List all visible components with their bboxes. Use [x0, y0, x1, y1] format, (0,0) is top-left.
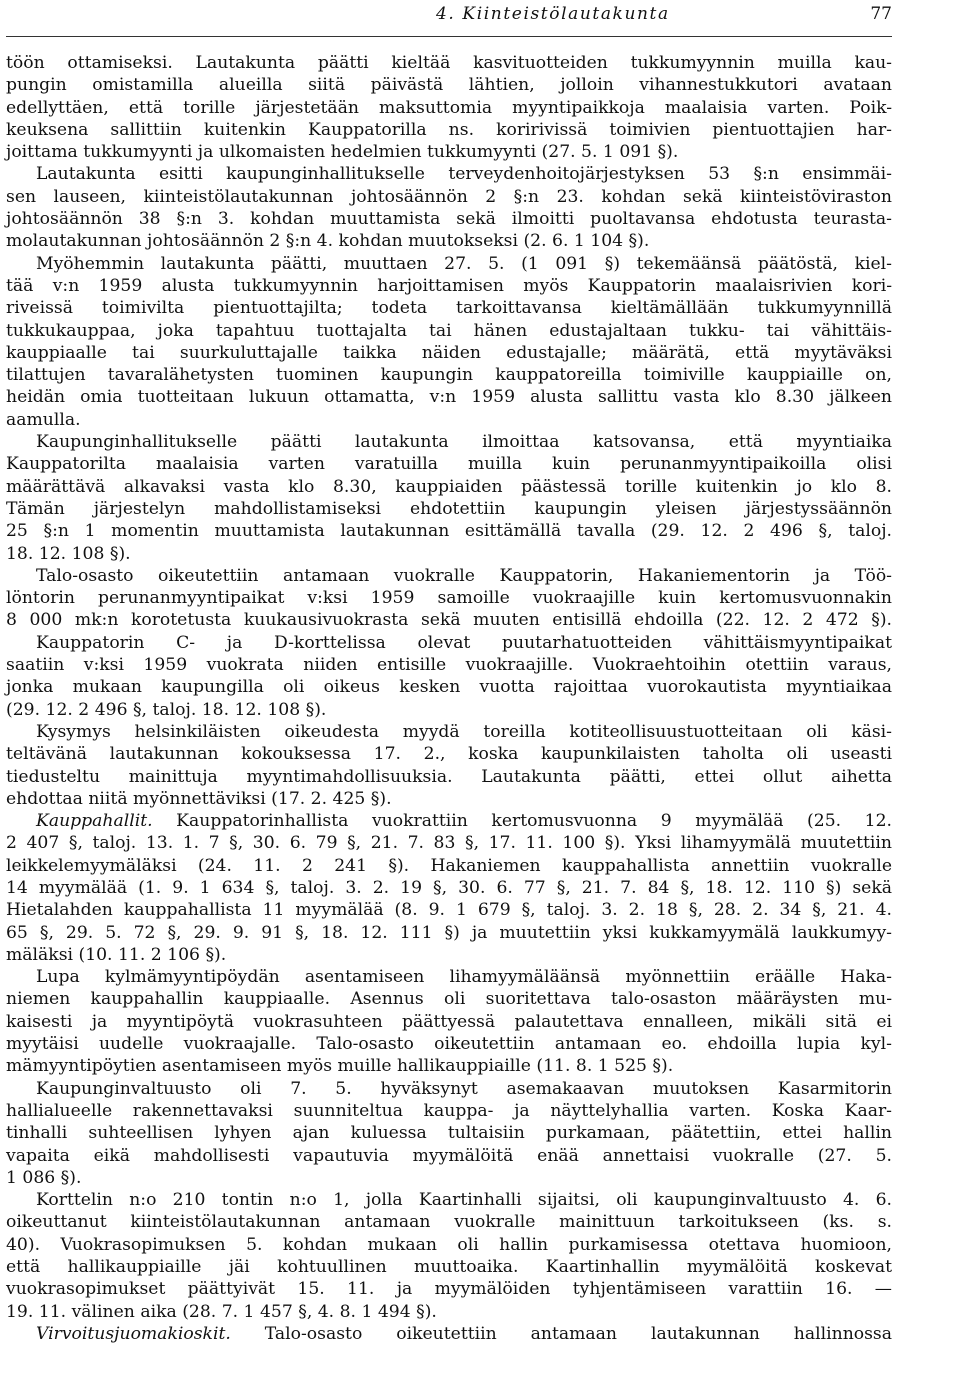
- text-line: [6, 699, 892, 721]
- text-line: [6, 743, 892, 765]
- text-run: Lupa kylmämyyntipöydän asentamiseen lihamyymäläänsä myönnettiin eräälle Haka-: [36, 967, 892, 988]
- text-run: edellyttäen, että torille järjestetään maksuttomia myyntipaikkoja maalaisia varten. Poik-: [6, 97, 892, 118]
- text-run: hallialueelle rakennettavaksi suunniteltua kauppa- ja näyttelyhallia varten. Koska Kaar-: [6, 1100, 892, 1121]
- text-run: 25 §:n 1 momentin muuttamista lautakunnan esittämällä tavalla (29. 12. 2 496 §, taloj.: [6, 521, 892, 542]
- page-header: [0, 4, 960, 32]
- text-line: [6, 721, 892, 743]
- text-line: [6, 186, 892, 208]
- text-line: [6, 119, 892, 141]
- text-line: [6, 565, 892, 587]
- text-run: Korttelin n:o 210 tontin n:o 1, jolla Kaartinhalli sijaitsi, oli kaupunginvaltuusto 4. 6.: [36, 1190, 892, 1211]
- text-line: [6, 1055, 892, 1077]
- body-text: [6, 52, 892, 1345]
- text-line: [6, 766, 892, 788]
- text-run: Kaupunginvaltuusto oli 7. 5. hyväksynyt asemakaavan muutoksen Kasarmitorin: [36, 1078, 892, 1099]
- text-line: [6, 1145, 892, 1167]
- text-line: [6, 1234, 892, 1256]
- text-line: [6, 1100, 892, 1122]
- text-line: [6, 1301, 892, 1323]
- text-line: [6, 944, 892, 966]
- text-line: [6, 364, 892, 386]
- text-line: [6, 498, 892, 520]
- text-run: mäläksi (10. 11. 2 106 §).: [6, 944, 227, 965]
- text-line: [6, 1011, 892, 1033]
- text-line: [6, 654, 892, 676]
- text-line: [6, 1256, 892, 1278]
- text-line: [6, 230, 892, 252]
- text-run: tää v:n 1959 alusta tukkumyynnin harjoittamisen myös Kauppatorin maalaisrivien kori-: [6, 275, 892, 296]
- text-run: Kaupunginhallitukselle päätti lautakunta ilmoittaa katsovansa, että myyntiaika: [36, 432, 892, 453]
- text-run: niemen kauppahallin kauppiaalle. Asennus oli suoritettava talo-osaston määräysten mu-: [6, 989, 892, 1010]
- text-run: riveissä toimivilta pientuottajilta; todeta tarkoittavansa kieltämällään tukkumyynnillä: [6, 298, 892, 319]
- text-line: [6, 988, 892, 1010]
- text-run: joittama tukkumyynti ja ulkomaisten hedelmien tukkumyynti (27. 5. 1 091 §).: [6, 142, 679, 163]
- text-run: johtosäännön 38 §:n 3. kohdan muuttamista sekä ilmoitti puoltavansa ehdotusta teurasta-: [6, 209, 892, 230]
- text-run: keuksena sallittiin kuitenkin Kauppatorilla ns. koririvissä toimivien pientuottajien har-: [6, 119, 892, 140]
- text-run: 65 §, 29. 5. 72 §, 29. 9. 91 §, 18. 12. 111 §) ja muutettiin yksi kukkamyymälä laukkumyy-: [6, 922, 892, 943]
- text-line: [6, 253, 892, 275]
- text-line: [6, 1078, 892, 1100]
- text-line: [6, 1122, 892, 1144]
- text-run: Kysymys helsinkiläisten oikeudesta myydä toreilla kotiteollisuustuotteitaan oli käsi-: [36, 721, 892, 742]
- text-line: [6, 342, 892, 364]
- text-line: [6, 320, 892, 342]
- text-run: jonka mukaan kaupungilla oli oikeus kesken vuotta rajoittaa vuorokautista myyntiaikaa: [6, 677, 892, 698]
- text-run: 18. 12. 108 §).: [6, 543, 131, 564]
- text-run: Kauppatorinhallista vuokrattiin kertomusvuonna 9 myymälää (25. 12.: [152, 811, 892, 832]
- text-line: [6, 587, 892, 609]
- text-line: [6, 275, 892, 297]
- text-line: [6, 208, 892, 230]
- text-line: [6, 74, 892, 96]
- header-rule: [6, 36, 892, 37]
- text-run: löntorin perunanmyyntipaikat v:ksi 1959 samoille vuokraajille kuin kertomusvuonnakin: [6, 588, 892, 609]
- text-line: [6, 1189, 892, 1211]
- text-line: [6, 297, 892, 319]
- text-run: kauppiaalle tai suurkuluttajalle taikka näiden edustajalle; määrätä, että myytäväksi: [6, 342, 892, 363]
- section-heading: Kauppahallit.: [36, 811, 153, 832]
- text-line: [6, 899, 892, 921]
- text-line: [6, 832, 892, 854]
- text-line: [6, 52, 892, 74]
- text-run: (29. 12. 2 496 §, taloj. 18. 12. 108 §).: [6, 699, 327, 720]
- text-line: [6, 1033, 892, 1055]
- text-run: aamulla.: [6, 409, 81, 430]
- text-run: Lautakunta esitti kaupunginhallitukselle terveydenhoitojärjestyksen 53 §:n ensimmäi-: [36, 164, 892, 185]
- text-run: 40). Vuokrasopimuksen 5. kohdan mukaan oli hallin purkamisessa otettava huomioon,: [6, 1234, 892, 1255]
- text-run: kaisesti ja myyntipöytä vuokrasuhteen päättyessä palautettava ennalleen, mikäli sitä ei: [6, 1011, 892, 1032]
- text-line: [6, 877, 892, 899]
- text-run: teltävänä lautakunnan kokouksessa 17. 2., koska kaupunkilaisten taholta oli useasti: [6, 744, 892, 765]
- text-line: [6, 1167, 892, 1189]
- text-run: määrättävä alkavaksi vasta klo 8.30, kauppiaiden päästessä torille kuitenkin jo klo 8.: [6, 476, 892, 497]
- text-line: [6, 520, 892, 542]
- text-line: [6, 97, 892, 119]
- text-run: pungin omistamilla alueilla siitä päivästä lähtien, jolloin vihannestukkutori avataan: [6, 75, 892, 96]
- text-line: [6, 163, 892, 185]
- text-run: Kauppatorin C- ja D-korttelissa olevat puutarhatuotteiden vähittäismyyntipaikat: [36, 632, 892, 653]
- text-run: ehdottaa niitä myönnettäviksi (17. 2. 425 §).: [6, 788, 392, 809]
- text-line: [6, 431, 892, 453]
- text-line: [6, 1323, 892, 1345]
- text-run: 8 000 mk:n korotetusta kuukausivuokrasta sekä muuten entisillä ehdoilla (22. 12. 2 472 §).: [6, 610, 892, 631]
- text-line: [6, 810, 892, 832]
- text-line: [6, 676, 892, 698]
- text-line: [6, 141, 892, 163]
- text-run: tinhalli suhteellisen lyhyen ajan kuluessa tultaisiin purkamaan, päätettiin, ettei hallin: [6, 1123, 892, 1144]
- text-run: Talo-osasto oikeutettiin antamaan vuokralle Kauppatorin, Hakaniementorin ja Töö-: [36, 565, 892, 586]
- text-line: [6, 1278, 892, 1300]
- text-line: [6, 453, 892, 475]
- text-run: leikkelemyymäläksi (24. 11. 2 241 §). Hakaniemen kauppahallista annettiin vuokralle: [6, 855, 892, 876]
- section-heading: Virvoitusjuomakioskit.: [36, 1323, 231, 1344]
- text-run: Talo-osasto oikeutettiin antamaan lautakunnan hallinnossa: [230, 1323, 892, 1344]
- text-line: [6, 632, 892, 654]
- text-line: [6, 409, 892, 431]
- text-run: 19. 11. välinen aika (28. 7. 1 457 §, 4. 8. 1 494 §).: [6, 1301, 437, 1322]
- text-line: [6, 855, 892, 877]
- text-run: töön ottamiseksi. Lautakunta päätti kieltää kasvituotteiden tukkumyynnin muilla kau-: [6, 53, 892, 73]
- text-run: tilattujen tavaralähetysten tuominen kaupungin kauppatoreilla toimiville kauppiaille on,: [6, 365, 892, 386]
- text-run: Kauppatorilta maalaisia varten varatuilla muilla kuin perunanmyyntipaikoilla olisi: [6, 454, 892, 475]
- text-line: [6, 1211, 892, 1233]
- text-line: [6, 386, 892, 408]
- text-run: vuokrasopimukset päättyivät 15. 11. ja myymälöiden tyhjentämiseen varattiin 16. —: [6, 1279, 892, 1300]
- text-run: vapaita eikä mahdollisesti vapautuvia myymälöitä enää annettaisi vuokralle (27. 5.: [6, 1145, 892, 1166]
- text-run: Tämän järjestelyn mahdollistamiseksi ehdotettiin kaupungin yleisen järjestyssäännön: [6, 498, 892, 519]
- text-run: oikeuttanut kiinteistölautakunnan antamaan vuokralle mainittuun tarkoitukseen (ks. s.: [6, 1212, 892, 1233]
- text-line: [6, 922, 892, 944]
- page-number: 77: [870, 4, 892, 24]
- text-run: 14 myymälää (1. 9. 1 634 §, taloj. 3. 2. 19 §, 30. 6. 77 §, 21. 7. 84 §, 18. 12. 110 §) sekä: [6, 877, 892, 898]
- text-run: Hietalahden kauppahallista 11 myymälää (8. 9. 1 679 §, taloj. 3. 2. 18 §, 28. 2. 34 §, 21. 4.: [6, 900, 892, 921]
- text-run: tukkukauppaa, joka tapahtuu tuottajalta tai hänen edustajaltaan tukku- tai vähittäis-: [6, 320, 892, 341]
- text-line: [6, 476, 892, 498]
- text-line: [6, 966, 892, 988]
- text-run: että hallikauppiaille jäi kohtuullinen muuttoaika. Kaartinhallin myymälöitä koskevat: [6, 1257, 892, 1278]
- text-run: Myöhemmin lautakunta päätti, muuttaen 27. 5. (1 091 §) tekemäänsä päätöstä, kiel-: [36, 253, 892, 274]
- text-run: mämyyntipöytien asentamiseen myös muille hallikauppiaille (11. 8. 1 525 §).: [6, 1056, 674, 1077]
- text-line: [6, 609, 892, 631]
- running-title: 4. Kiinteistölautakunta: [436, 4, 670, 24]
- text-run: molautakunnan johtosäännön 2 §:n 4. kohdan muutokseksi (2. 6. 1 104 §).: [6, 231, 650, 252]
- text-run: sen lauseen, kiinteistölautakunnan johtosäännön 2 §:n 23. kohdan sekä kiinteistöviraston: [6, 186, 892, 207]
- text-run: 1 086 §).: [6, 1167, 82, 1188]
- text-line: [6, 788, 892, 810]
- text-run: saatiin v:ksi 1959 vuokrata niiden entisille vuokraajille. Vuokraehtoihin otettiin varaus,: [6, 655, 892, 676]
- text-run: 2 407 §, taloj. 13. 1. 7 §, 30. 6. 79 §, 21. 7. 83 §, 17. 11. 100 §). Yksi lihamyymälä muutettiin: [6, 833, 892, 854]
- text-line: [6, 543, 892, 565]
- text-run: heidän omia tuotteitaan lukuun ottamatta, v:n 1959 alusta sallittu vasta klo 8.30 jälkeen: [6, 387, 892, 408]
- text-run: myytäisi uudelle vuokraajalle. Talo-osasto oikeutettiin antamaan eo. ehdoilla lupia kyl-: [6, 1034, 892, 1055]
- text-run: tiedusteltu mainittuja myyntimahdollisuuksia. Lautakunta päätti, ettei ollut aihetta: [6, 766, 892, 787]
